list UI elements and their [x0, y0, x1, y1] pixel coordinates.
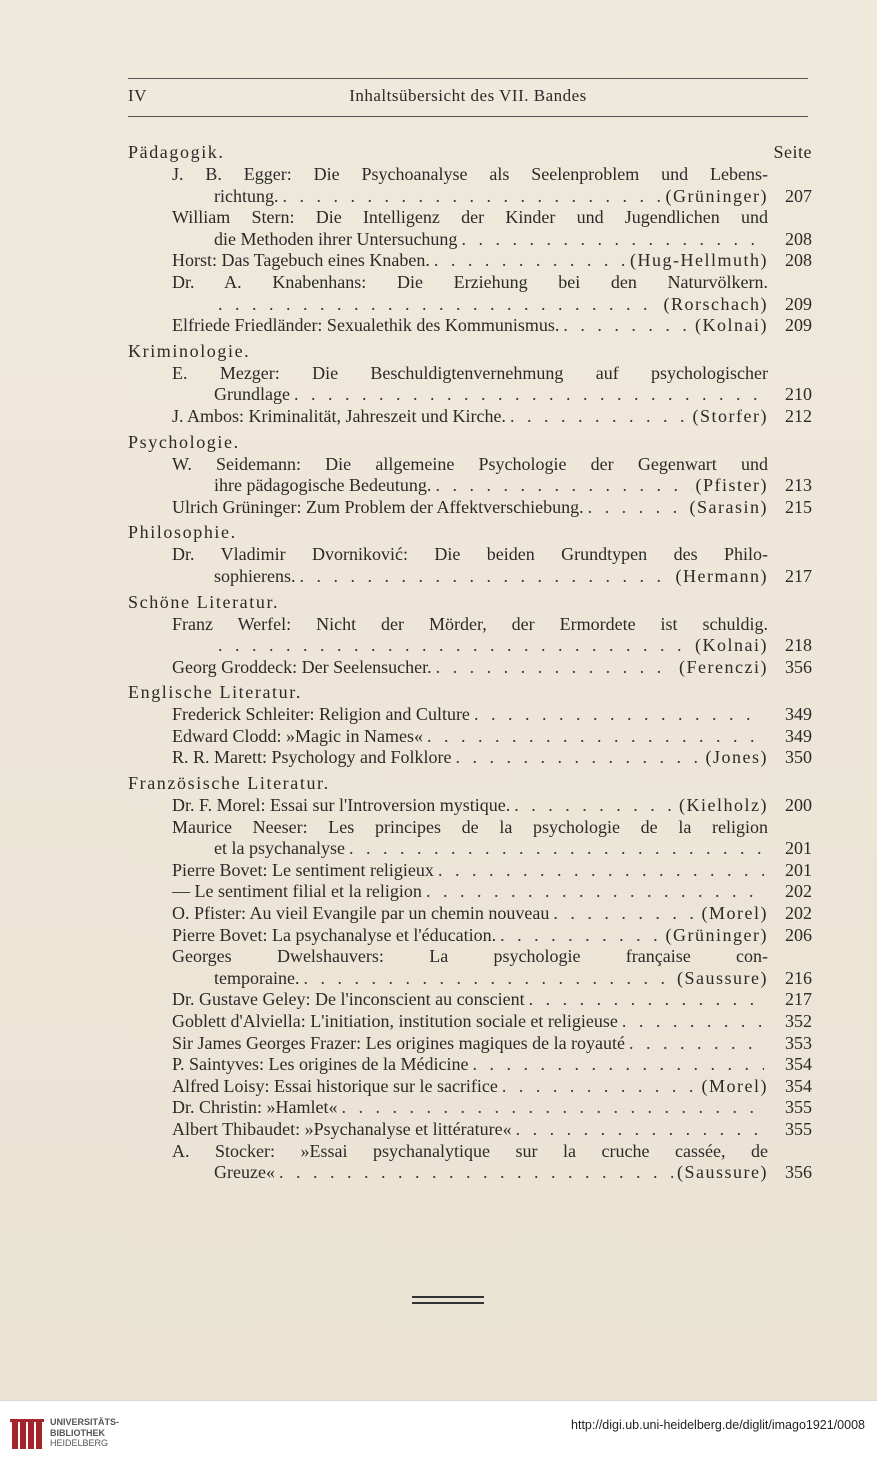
page-number: 355 [785, 1118, 812, 1139]
entry-line: Elfriede Friedländer: Sexualethik des Kommunismus. [172, 315, 560, 336]
section-title: Französische Literatur. [128, 773, 330, 794]
viewer-footer [0, 1400, 877, 1467]
end-double-rule [412, 1296, 484, 1308]
entry-line: Pierre Bovet: La psychanalyse et l'éducation. [172, 924, 497, 945]
library-name-line: UNIVERSITÄTS- [50, 1417, 120, 1427]
section-title: Englische Literatur. [128, 682, 302, 703]
page-numeral: IV [128, 86, 147, 105]
entry-final-line [172, 475, 768, 497]
toc-section [128, 682, 812, 769]
page-number: 201 [785, 859, 812, 880]
section-title: Philosophie. [128, 522, 237, 543]
page-number: 206 [785, 924, 812, 945]
entry-line: Dr. Gustave Geley: De l'inconscient au conscient [172, 989, 525, 1010]
dot-leader [342, 1097, 765, 1119]
entry-line: Georg Groddeck: Der Seelensucher. [172, 656, 432, 677]
page-number: 350 [785, 747, 812, 768]
dot-leader [563, 315, 691, 337]
reviewer-name: (Rorschach) [663, 293, 768, 314]
page-number: 212 [785, 405, 812, 426]
toc-entry[interactable] [128, 1119, 812, 1141]
toc-entry[interactable] [128, 726, 812, 748]
toc-entry[interactable] [128, 795, 812, 817]
entry-final-line [172, 250, 768, 272]
reviewer-name: (Hug-Hellmuth) [630, 250, 768, 271]
dot-leader [426, 881, 764, 903]
toc-entry[interactable] [128, 1076, 812, 1098]
entry-line: richtung. [214, 185, 279, 206]
page-number: 202 [785, 903, 812, 924]
entry-final-line [172, 384, 768, 406]
entry-line: Alfred Loisy: Essai historique sur le sacrifice [172, 1075, 498, 1096]
page-number: 202 [785, 881, 812, 902]
entry-line: Albert Thibaudet: »Psychanalyse et littérature« [172, 1118, 512, 1139]
reviewer-name: (Saussure) [677, 1162, 768, 1183]
entry-final-line [172, 747, 768, 769]
reviewer-name: (Kolnai) [695, 315, 768, 336]
toc-entry[interactable] [128, 657, 812, 679]
reviewer-name: (Grüninger) [665, 185, 768, 206]
toc-entry[interactable] [128, 614, 812, 657]
toc-entry[interactable] [128, 1054, 812, 1076]
entry-final-line [172, 657, 768, 679]
entry-line: W. Seidemann: Die allgemeine Psychologie der Gegenwart und [172, 453, 768, 474]
entry-line: E. Mezger: Die Beschuldigtenvernehmung auf psychologischer [172, 362, 768, 383]
toc-entry[interactable] [128, 207, 812, 250]
entry-line: temporaine. [214, 967, 300, 988]
reviewer-name: (Sarasin) [689, 496, 768, 517]
entry-line: Pierre Bovet: Le sentiment religieux [172, 859, 434, 880]
dot-leader [622, 1011, 764, 1033]
toc-entry[interactable] [128, 1141, 812, 1184]
entry-line: ihre pädagogische Bedeutung. [214, 475, 432, 496]
entry-final-line [172, 925, 768, 947]
section-heading [128, 522, 812, 544]
entry-final-line [172, 229, 768, 251]
dot-leader [588, 497, 686, 519]
section-heading [128, 682, 812, 704]
entry-final-line [172, 294, 768, 316]
entry-line: die Methoden ihrer Untersuchung [214, 228, 458, 249]
entry-line: Dr. Christin: »Hamlet« [172, 1097, 338, 1118]
toc-entry[interactable] [128, 860, 812, 882]
reviewer-name: (Hermann) [675, 565, 768, 586]
entry-final-line [172, 726, 768, 748]
entry-final-line [172, 1033, 768, 1055]
dot-leader [279, 1162, 673, 1184]
entry-line: Goblett d'Alviella: L'initiation, institution sociale et religieuse [172, 1011, 618, 1031]
section-title: Pädagogik. [128, 142, 225, 162]
header-rule-top [128, 78, 808, 79]
page-number: 207 [785, 185, 812, 206]
toc-entry[interactable] [128, 1033, 812, 1055]
toc-entry[interactable] [128, 747, 812, 769]
dot-leader [553, 903, 697, 925]
section-title: Psychologie. [128, 431, 240, 452]
page-number: 352 [785, 1011, 812, 1031]
page-number: 208 [785, 228, 812, 249]
dot-leader [303, 968, 673, 990]
library-name [50, 1417, 119, 1449]
entry-final-line [172, 704, 768, 726]
entry-line: William Stern: Die Intelligenz der Kinder und Jugendlichen und [172, 207, 768, 228]
reviewer-name: (Morel) [701, 1075, 768, 1096]
entry-line: A. Stocker: »Essai psychanalytique sur la cruche cassée, de [172, 1140, 768, 1161]
section-heading [128, 432, 812, 454]
toc-entry[interactable] [128, 454, 812, 497]
dot-leader [502, 1076, 698, 1098]
dot-leader [434, 250, 626, 272]
page-number: 356 [785, 1162, 812, 1183]
page-number: 210 [785, 384, 812, 405]
entry-final-line [172, 1076, 768, 1098]
entry-line: P. Saintyves: Les origines de la Médicine [172, 1054, 469, 1075]
dot-leader [500, 925, 661, 947]
page-number: 209 [785, 293, 812, 314]
entry-final-line [172, 1011, 768, 1033]
section-title: Kriminologie. [128, 340, 251, 361]
entry-final-line [172, 881, 768, 903]
dot-leader [461, 229, 764, 251]
toc-section [128, 142, 812, 337]
entry-line: Dr. F. Morel: Essai sur l'Introversion mystique. [172, 795, 511, 816]
dot-leader [283, 186, 662, 208]
entry-line: sophierens. [214, 565, 296, 586]
dot-leader [427, 726, 764, 748]
entry-line: O. Pfister: Au vieil Evangile par un chemin nouveau [172, 903, 550, 924]
entry-line: J. Ambos: Kriminalität, Jahreszeit und Kirche. [172, 405, 506, 426]
toc-entry[interactable] [128, 989, 812, 1011]
toc-section [128, 773, 812, 1184]
entry-line: Georges Dwelshauvers: La psychologie française con- [172, 946, 768, 967]
section-heading [128, 341, 812, 363]
reviewer-name: (Storfer) [692, 405, 768, 426]
entry-line: Edward Clodd: »Magic in Names« [172, 725, 423, 746]
page-number: 218 [785, 635, 812, 656]
reviewer-name: (Saussure) [677, 967, 768, 988]
toc-entry[interactable] [128, 903, 812, 925]
dot-leader [474, 704, 764, 726]
entry-final-line [172, 838, 768, 860]
entry-line: Frederick Schleiter: Religion and Culture [172, 704, 470, 725]
entry-line: Sir James Georges Frazer: Les origines magiques de la royauté [172, 1032, 626, 1053]
page-number: 354 [785, 1054, 812, 1075]
reviewer-name: (Pfister) [695, 475, 768, 496]
dot-leader [472, 1054, 764, 1076]
entry-final-line [172, 903, 768, 925]
entry-line: J. B. Egger: Die Psychoanalyse als Seelenproblem und Lebens- [172, 164, 768, 184]
toc-entry[interactable] [128, 250, 812, 272]
toc-entry[interactable] [128, 946, 812, 989]
entry-final-line [172, 1162, 768, 1184]
page-number: 216 [785, 967, 812, 988]
page-number: 349 [785, 704, 812, 725]
university-library-logo-icon [10, 1417, 44, 1453]
entry-final-line [172, 1119, 768, 1141]
entry-final-line [172, 989, 768, 1011]
dot-leader [629, 1033, 764, 1055]
entry-line: Dr. A. Knabenhans: Die Erziehung bei den Naturvölkern. [172, 271, 768, 292]
dot-leader [438, 860, 764, 882]
dot-leader [516, 1119, 764, 1141]
toc-entry[interactable] [128, 1097, 812, 1119]
page-number: 217 [785, 565, 812, 586]
entry-final-line [172, 315, 768, 337]
entry-final-line [172, 566, 768, 588]
toc-entry[interactable] [128, 817, 812, 860]
page-number: 217 [785, 989, 812, 1010]
toc-entry[interactable] [128, 925, 812, 947]
entry-final-line [172, 406, 768, 428]
page-number: 200 [785, 795, 812, 816]
reviewer-name: (Kolnai) [695, 635, 768, 656]
page-number: 208 [785, 250, 812, 271]
entry-line: Grundlage [214, 384, 290, 405]
reviewer-name: (Grüninger) [665, 924, 768, 945]
entry-line: et la psychanalyse [214, 838, 345, 859]
header-rule-bottom [128, 116, 808, 117]
dot-leader [514, 795, 675, 817]
page-number: 356 [785, 656, 812, 677]
running-title: Inhaltsübersicht des VII. Bandes [349, 86, 587, 105]
toc-section [128, 522, 812, 587]
entry-line: Dr. Vladimir Dvorniković: Die beiden Grundtypen des Philo- [172, 544, 768, 565]
section-title: Schöne Literatur. [128, 591, 280, 612]
toc-entry[interactable] [128, 315, 812, 337]
entry-line: Franz Werfel: Nicht der Mörder, der Ermordete ist schuldig. [172, 613, 768, 634]
toc-section [128, 432, 812, 519]
dot-leader [510, 406, 689, 428]
dot-leader [529, 989, 764, 1011]
page-number: 349 [785, 725, 812, 746]
dot-leader [435, 475, 691, 497]
section-heading [128, 773, 812, 795]
page-number: 354 [785, 1075, 812, 1096]
dot-leader [349, 838, 764, 860]
section-heading [128, 142, 812, 164]
dot-leader [218, 294, 660, 316]
table-of-contents [128, 142, 812, 1188]
page-number: 215 [785, 496, 812, 517]
library-name-line: BIBLIOTHEK [50, 1427, 105, 1438]
page-number: 355 [785, 1097, 812, 1118]
page-number: 353 [785, 1032, 812, 1053]
toc-entry[interactable] [128, 704, 812, 726]
entry-final-line [172, 795, 768, 817]
toc-entry[interactable] [128, 544, 812, 587]
page-number: 209 [785, 315, 812, 336]
page-number: 201 [785, 838, 812, 859]
page-url[interactable]: http://digi.ub.uni-heidelberg.de/diglit/imago1921/0008 [571, 1418, 865, 1432]
entry-line: R. R. Marett: Psychology and Folklore [172, 747, 452, 768]
toc-section [128, 341, 812, 428]
dot-leader [299, 566, 671, 588]
entry-final-line [172, 860, 768, 882]
toc-entry[interactable] [128, 881, 812, 903]
entry-line: Horst: Das Tagebuch eines Knaben. [172, 250, 430, 271]
entry-final-line [172, 968, 768, 990]
page-number: 213 [785, 475, 812, 496]
entry-final-line [172, 1054, 768, 1076]
toc-entry[interactable] [128, 406, 812, 428]
reviewer-name: (Jones) [705, 747, 768, 768]
seite-label: Seite [773, 142, 812, 162]
toc-entry[interactable] [128, 497, 812, 519]
section-heading [128, 592, 812, 614]
entry-final-line [172, 1097, 768, 1119]
entry-final-line [172, 635, 768, 657]
entry-final-line [172, 497, 768, 519]
dot-leader [218, 635, 691, 657]
toc-entry[interactable] [128, 164, 812, 207]
entry-line: — Le sentiment filial et la religion [172, 881, 422, 902]
toc-entry[interactable] [128, 272, 812, 315]
running-header [128, 86, 808, 112]
entry-line: Greuze« [214, 1162, 275, 1183]
reviewer-name: (Morel) [701, 903, 768, 924]
entry-line: Ulrich Grüninger: Zum Problem der Affektverschiebung. [172, 496, 584, 517]
entry-line: Maurice Neeser: Les principes de la psychologie de la religion [172, 816, 768, 837]
library-name-line: HEIDELBERG [50, 1438, 109, 1448]
reviewer-name: (Kielholz) [679, 795, 768, 816]
dot-leader [436, 657, 675, 679]
toc-section [128, 592, 812, 679]
dot-leader [294, 384, 764, 406]
dot-leader [455, 747, 701, 769]
reviewer-name: (Ferenczi) [679, 656, 768, 677]
toc-entry[interactable] [128, 1011, 812, 1033]
entry-final-line [172, 186, 768, 208]
toc-entry[interactable] [128, 363, 812, 406]
